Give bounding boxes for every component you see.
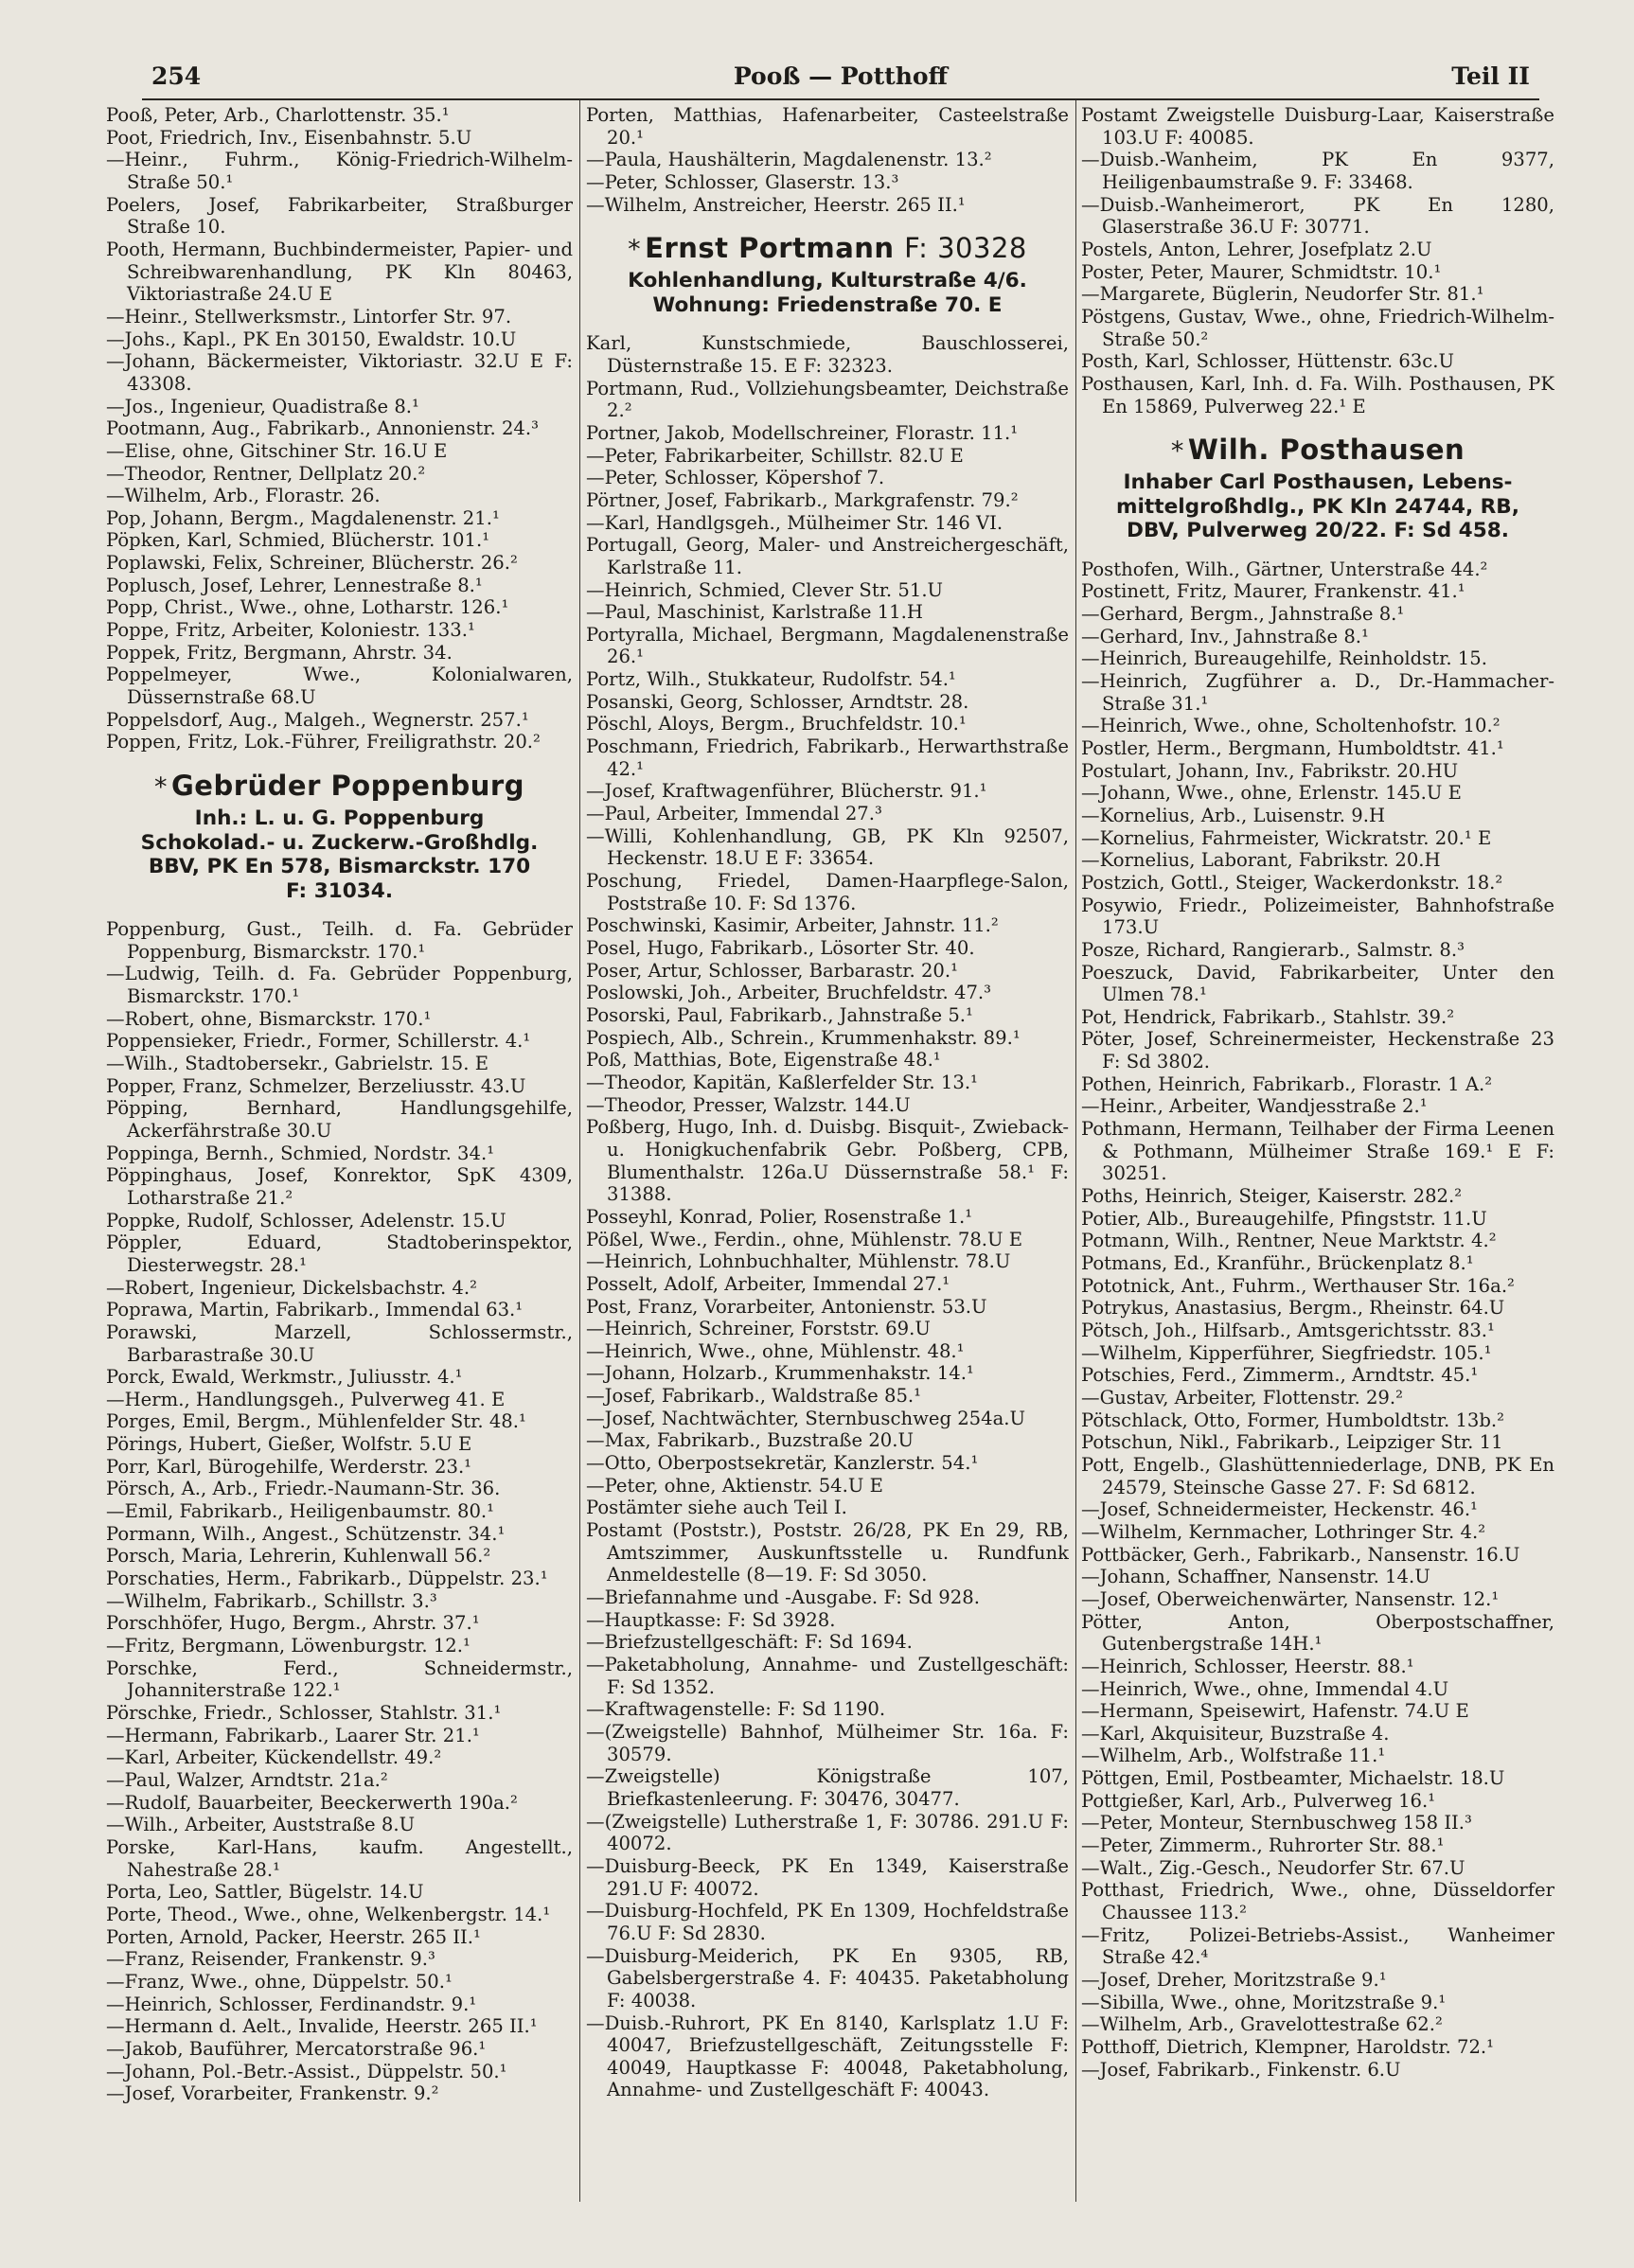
directory-entry: —Kornelius, Laborant, Fabrikstr. 20.H: [1081, 849, 1441, 872]
company-detail-line: Kohlenhandlung, Kulturstraße 4/6.: [628, 269, 1027, 293]
directory-entry: Poppelsdorf, Aug., Malgeh., Wegnerstr. 257.¹: [106, 708, 529, 731]
directory-entry: —Elise, ohne, Gitschiner Str. 16.U E: [106, 439, 448, 462]
directory-entry: —Heinrich, Bureaugehilfe, Reinholdstr. 15.: [1081, 647, 1487, 670]
directory-entry: —Franz, Wwe., ohne, Düppelstr. 50.¹: [106, 1970, 453, 1993]
directory-entry: Pottgießer, Karl, Arb., Pulverweg 16.¹: [1081, 1789, 1436, 1812]
directory-entry: Portner, Jakob, Modellschreiner, Florastr. 11.¹: [586, 421, 1019, 444]
company-advertisement: [1081, 431, 1554, 543]
company-name: Gebrüder Poppenburg: [171, 770, 524, 803]
company-detail-line: F: 31034.: [285, 878, 394, 903]
directory-entry: —Johann, Holzarb., Krummenhakstr. 14.¹: [586, 1362, 974, 1385]
directory-entry: —Heinr., Fuhrm., König-Friedrich-Wilhelm-Straße 50.¹: [106, 149, 573, 193]
directory-entry: —Wilh., Arbeiter, Auststraße 8.U: [106, 1814, 416, 1836]
directory-entry: —Josef, Oberweichenwärter, Nansenstr. 12.¹: [1081, 1587, 1500, 1610]
directory-entry: Poßberg, Hugo, Inh. d. Duisbg. Bisquit-, Zwieback- u. Honigkuchenfabrik Gebr. Poßberg, CPB, Blumenthalstr. 126a.U Düssernstraße 58.¹ F: 31388.: [586, 1116, 1069, 1206]
directory-entry: —Gerhard, Inv., Jahnstraße 8.¹: [1081, 625, 1369, 647]
directory-entry: Pötschlack, Otto, Former, Humboldtstr. 13b.²: [1081, 1409, 1505, 1431]
company-name-line: [106, 767, 573, 806]
directory-entry: Poster, Peter, Maurer, Schmidtstr. 10.¹: [1081, 260, 1442, 283]
directory-entry: Popp, Christ., Wwe., ohne, Lotharstr. 126.¹: [106, 596, 509, 619]
directory-entry: Porta, Leo, Sattler, Bügelstr. 14.U: [106, 1881, 424, 1904]
directory-entry: —Heinrich, Lohnbuchhalter, Mühlenstr. 78.U: [586, 1250, 1011, 1273]
directory-entry: —Theodor, Kapitän, Kaßlerfelder Str. 13.¹: [586, 1071, 978, 1093]
directory-entry: Post, Franz, Vorarbeiter, Antonienstr. 53.U: [586, 1295, 987, 1318]
directory-entry: Poschwinski, Kasimir, Arbeiter, Jahnstr. 11.²: [586, 914, 999, 937]
directory-entry: Poppek, Fritz, Bergmann, Ahrstr. 34.: [106, 641, 453, 664]
directory-entry: —Robert, Ingenieur, Dickelsbachstr. 4.²: [106, 1276, 477, 1299]
directory-entry: Potschun, Nikl., Fabrikarb., Leipziger Str. 11: [1081, 1431, 1503, 1454]
directory-entry: Poeszuck, David, Fabrikarbeiter, Unter den Ulmen 78.¹: [1081, 961, 1554, 1006]
directory-entry: Poppke, Rudolf, Schlosser, Adelenstr. 15.U: [106, 1209, 506, 1231]
directory-entry: —Karl, Handlgsgeh., Mülheimer Str. 146 VI.: [586, 511, 1003, 534]
page-header: [142, 62, 1539, 100]
directory-entry: Pöschl, Aloys, Bergm., Bruchfeldstr. 10.¹: [586, 713, 967, 735]
directory-entry: Pototnick, Ant., Fuhrm., Werthauser Str. 16a.²: [1081, 1274, 1515, 1297]
directory-entry: —Hermann, Speisewirt, Hafenstr. 74.U E: [1081, 1700, 1469, 1723]
directory-entry: Pöttgen, Emil, Postbeamter, Michaelstr. 18.U: [1081, 1767, 1505, 1790]
directory-entry: Pooth, Hermann, Buchbindermeister, Papier- und Schreibwarenhandlung, PK Kln 80463, Viktoriastraße 24.U E: [106, 238, 573, 306]
directory-entry: —Josef, Fabrikarb., Finkenstr. 6.U: [1081, 2058, 1401, 2081]
directory-entry: —Ludwig, Teilh. d. Fa. Gebrüder Poppenburg, Bismarckstr. 170.¹: [106, 963, 573, 1007]
directory-entry: —Wilhelm, Arb., Gravelottestraße 62.²: [1081, 2013, 1443, 2036]
directory-entry: Pöstgens, Gustav, Wwe., ohne, Friedrich-Wilhelm-Straße 50.²: [1081, 305, 1554, 350]
name-range: Pooß — Potthoff: [733, 62, 949, 90]
column-divider: [579, 100, 580, 2202]
column-3: [1081, 104, 1554, 2202]
directory-entry: Pothen, Heinrich, Fabrikarb., Florastr. 1 A.²: [1081, 1072, 1493, 1095]
directory-entry: —(Zweigstelle) Bahnhof, Mülheimer Str. 16a. F: 30579.: [586, 1720, 1069, 1765]
directory-entry: Porges, Emil, Bergm., Mühlenfelder Str. 48.¹: [106, 1410, 526, 1433]
directory-entry: —Heinrich, Wwe., ohne, Scholtenhofstr. 10.²: [1081, 715, 1501, 737]
directory-entry: —Theodor, Rentner, Dellplatz 20.²: [106, 462, 426, 485]
directory-entry: —Peter, Zimmerm., Ruhrorter Str. 88.¹: [1081, 1834, 1445, 1857]
directory-entry: —Franz, Reisender, Frankenstr. 9.³: [106, 1948, 435, 1971]
directory-entry: —Johs., Kapl., PK En 30150, Ewaldstr. 10.U: [106, 328, 517, 350]
directory-entry: Potrykus, Anastasius, Bergm., Rheinstr. 64.U: [1081, 1297, 1505, 1320]
directory-entry: —Briefzustellgeschäft: F: Sd 1694.: [586, 1631, 913, 1654]
directory-entry: —Heinr., Arbeiter, Wandjesstraße 2.¹: [1081, 1095, 1428, 1118]
directory-entry: Postzich, Gottl., Steiger, Wackerdonkstr. 18.²: [1081, 871, 1503, 894]
directory-entry: —Paketabholung, Annahme- und Zustellgeschäft: F: Sd 1352.: [586, 1654, 1069, 1698]
directory-entry: Poplusch, Josef, Lehrer, Lennestraße 8.¹: [106, 574, 483, 596]
directory-entry: —Fritz, Bergmann, Löwenburgstr. 12.¹: [106, 1635, 471, 1657]
directory-entry: —Duisb.-Wanheimerort, PK En 1280, Glaserstraße 36.U F: 30771.: [1081, 193, 1554, 239]
directory-entry: Potthoff, Dietrich, Klempner, Haroldstr. 72.¹: [1081, 2036, 1495, 2058]
directory-entry: Posseyhl, Konrad, Polier, Rosenstraße 1.¹: [586, 1205, 973, 1228]
directory-entry: Pöppler, Eduard, Stadtoberinspektor, Diesterwegstr. 28.¹: [106, 1231, 573, 1276]
directory-entry: —Hauptkasse: F: Sd 3928.: [586, 1608, 836, 1631]
directory-entry: Portmann, Rud., Vollziehungsbeamter, Deichstraße 2.²: [586, 377, 1069, 422]
directory-entry: Poppenburg, Gust., Teilh. d. Fa. Gebrüder Poppenburg, Bismarckstr. 170.¹: [106, 918, 573, 963]
directory-entry: —Wilhelm, Arb., Florastr. 26.: [106, 485, 381, 507]
directory-entry: —Duisb.-Ruhrort, PK En 8140, Karlsplatz 1.U F: 40047, Briefzustellgeschäft, Zeitungsstelle F: 40049, Hauptkasse F: 40048, Paketabholung, Annahme- und Zustellgeschäft F: 40043.: [586, 2011, 1069, 2101]
directory-entry: —Peter, Schlosser, Köpershof 7.: [586, 467, 885, 489]
directory-entry: Pöppinghaus, Josef, Konrektor, SpK 4309, Lotharstraße 21.²: [106, 1164, 573, 1209]
directory-entry: Postämter siehe auch Teil I.: [586, 1497, 847, 1519]
directory-entry: —Wilhelm, Kernmacher, Lothringer Str. 4.²: [1081, 1520, 1486, 1543]
directory-entry: Pöpken, Karl, Schmied, Blücherstr. 101.¹: [106, 529, 490, 552]
directory-entry: Pooß, Peter, Arb., Charlottenstr. 35.¹: [106, 104, 450, 126]
directory-entry: Poelers, Josef, Fabrikarbeiter, Straßburger Straße 10.: [106, 193, 573, 239]
directory-entry: Porten, Arnold, Packer, Heerstr. 265 II.¹: [106, 1925, 481, 1948]
directory-entry: Pothmann, Hermann, Teilhaber der Firma Leenen & Pothmann, Mülheimer Straße 169.¹ E F: 30251.: [1081, 1118, 1554, 1185]
directory-entry: —Heinrich, Schlosser, Ferdinandstr. 9.¹: [106, 1993, 477, 2015]
directory-entry: Posanski, Georg, Schlosser, Arndtstr. 28.: [586, 690, 969, 713]
directory-entry: Portugall, Georg, Maler- und Anstreichergeschäft, Karlstraße 11.: [586, 534, 1069, 578]
directory-entry: —Jakob, Bauführer, Mercatorstraße 96.¹: [106, 2037, 487, 2060]
directory-entry: Posth, Karl, Schlosser, Hüttenstr. 63c.U: [1081, 350, 1454, 373]
directory-entry: —Robert, ohne, Bismarckstr. 170.¹: [106, 1007, 432, 1030]
directory-entry: Porschke, Ferd., Schneidermstr., Johanniterstraße 122.¹: [106, 1657, 573, 1702]
directory-entry: —Willi, Kohlenhandlung, GB, PK Kln 92507, Heckenstr. 18.U E F: 33654.: [586, 824, 1069, 870]
column-2: [586, 104, 1069, 2202]
directory-entry: —Max, Fabrikarb., Buzstraße 20.U: [586, 1429, 915, 1452]
column-divider: [1075, 100, 1076, 2202]
directory-entry: —Rudolf, Bauarbeiter, Beeckerwerth 190a.²: [106, 1791, 518, 1814]
directory-entry: —Herm., Handlungsgeh., Pulverweg 41. E: [106, 1388, 506, 1410]
directory-entry: —Josef, Dreher, Moritzstraße 9.¹: [1081, 1969, 1387, 1992]
directory-entry: —Walt., Zig.-Gesch., Neudorfer Str. 67.U: [1081, 1856, 1465, 1879]
directory-entry: —Heinrich, Zugführer a. D., Dr.-Hammacher-Straße 31.¹: [1081, 669, 1554, 715]
directory-entry: Postamt Zweigstelle Duisburg-Laar, Kaiserstraße 103.U F: 40085.: [1081, 104, 1554, 149]
directory-entry: Postulart, Johann, Inv., Fabrikstr. 20.HU: [1081, 759, 1459, 782]
directory-entry: Poslowski, Joh., Arbeiter, Bruchfeldstr. 47.³: [586, 982, 991, 1004]
directory-entry: Pörtner, Josef, Fabrikarb., Markgrafenstr. 79.²: [586, 488, 1019, 511]
directory-entry: Pörsch, A., Arb., Friedr.-Naumann-Str. 36.: [106, 1478, 501, 1500]
directory-entry: Posorski, Paul, Fabrikarb., Jahnstraße 5.¹: [586, 1003, 973, 1026]
directory-entry: Poot, Friedrich, Inv., Eisenbahnstr. 5.U: [106, 126, 472, 149]
directory-entry: —Heinrich, Schlosser, Heerstr. 88.¹: [1081, 1655, 1414, 1677]
directory-entry: Posselt, Adolf, Arbeiter, Immendal 27.¹: [586, 1272, 950, 1295]
directory-entry: Poppinga, Bernh., Schmied, Nordstr. 34.¹: [106, 1142, 495, 1164]
directory-entry: —Paul, Arbeiter, Immendal 27.³: [586, 803, 882, 825]
directory-entry: Pot, Hendrick, Fabrikarb., Stahlstr. 39.²: [1081, 1005, 1455, 1028]
directory-entry: —Peter, ohne, Aktienstr. 54.U E: [586, 1474, 883, 1497]
directory-entry: Pospiech, Alb., Schrein., Krummenhakstr. 89.¹: [586, 1026, 1021, 1049]
directory-entry: —Paul, Maschinist, Karlstraße 11.H: [586, 601, 923, 624]
directory-entry: —Johann, Pol.-Betr.-Assist., Düppelstr. 50.¹: [106, 2060, 507, 2082]
asterisk-mark: *: [1170, 436, 1184, 467]
directory-entry: Pötsch, Joh., Hilfsarb., Amtsgerichtsstr. 83.¹: [1081, 1320, 1495, 1341]
directory-entry: —Zweigstelle) Königstraße 107, Briefkastenleerung. F: 30476, 30477.: [586, 1765, 1069, 1810]
page-number: 254: [151, 62, 202, 90]
directory-entry: —Heinrich, Wwe., ohne, Immendal 4.U: [1081, 1677, 1449, 1700]
directory-part: Teil II: [1451, 62, 1530, 90]
directory-entry: —Jos., Ingenieur, Quadistraße 8.¹: [106, 395, 419, 417]
directory-entry: Porschaties, Herm., Fabrikarb., Düppelstr. 23.¹: [106, 1568, 548, 1590]
directory-entry: —Heinrich, Wwe., ohne, Mühlenstr. 48.¹: [586, 1339, 965, 1362]
directory-entry: Popper, Franz, Schmelzer, Berzeliusstr. 43.U: [106, 1074, 526, 1097]
directory-entry: Porr, Karl, Bürogehilfe, Werderstr. 23.¹: [106, 1455, 472, 1478]
directory-entry: Porschhöfer, Hugo, Bergm., Ahrstr. 37.¹: [106, 1612, 480, 1635]
directory-entry: Posthofen, Wilh., Gärtner, Unterstraße 44.²: [1081, 558, 1488, 580]
directory-entry: Poplawski, Felix, Schreiner, Blücherstr. 26.²: [106, 552, 518, 575]
directory-entry: —Gerhard, Bergm., Jahnstraße 8.¹: [1081, 603, 1405, 625]
company-detail-line: DBV, Pulverweg 20/22. F: Sd 458.: [1127, 519, 1509, 543]
directory-entry: Pößel, Wwe., Ferdin., ohne, Mühlenstr. 78.U E: [586, 1228, 1023, 1250]
directory-entry: Postinett, Fritz, Maurer, Frankenstr. 41.¹: [1081, 580, 1465, 603]
directory-entry: —Theodor, Presser, Walzstr. 144.U: [586, 1093, 911, 1116]
company-name: Ernst Portmann: [645, 232, 895, 265]
directory-entry: Poppelmeyer, Wwe., Kolonialwaren, Düssernstraße 68.U: [106, 664, 573, 709]
directory-entry: —Wilhelm, Kipperführer, Siegfriedstr. 105.¹: [1081, 1341, 1492, 1364]
company-detail-line: Inhaber Carl Posthausen, Lebens-: [1123, 470, 1513, 495]
asterisk-mark: *: [628, 235, 642, 265]
directory-entry: Potier, Alb., Bureaugehilfe, Pfingststr. 11.U: [1081, 1207, 1487, 1230]
directory-entry: Posze, Richard, Rangierarb., Salmstr. 8.³: [1081, 938, 1465, 961]
directory-entry: —Josef, Schneidermeister, Heckenstr. 46.¹: [1081, 1498, 1478, 1521]
directory-entry: —Sibilla, Wwe., ohne, Moritzstraße 9.¹: [1081, 1991, 1447, 2013]
directory-entry: Porte, Theod., Wwe., ohne, Welkenbergstr. 14.¹: [106, 1903, 551, 1925]
directory-entry: Poser, Artur, Schlosser, Barbarastr. 20.¹: [586, 959, 958, 982]
directory-entry: Postler, Herm., Bergmann, Humboldtstr. 41.¹: [1081, 736, 1504, 759]
company-detail-line: Wohnung: Friedenstraße 70. E: [652, 292, 1003, 317]
directory-entry: —Duisburg-Beeck, PK En 1349, Kaiserstraße 291.U F: 40072.: [586, 1854, 1069, 1900]
directory-entry: Pöter, Josef, Schreinermeister, Heckenstraße 23 F: Sd 3802.: [1081, 1028, 1554, 1073]
directory-entry: Poppe, Fritz, Arbeiter, Koloniestr. 133.¹: [106, 619, 475, 642]
directory-entry: —Duisb.-Wanheim, PK En 9377, Heiligenbaumstraße 9. F: 33468.: [1081, 149, 1554, 193]
directory-entry: —Josef, Vorarbeiter, Frankenstr. 9.²: [106, 2082, 439, 2105]
directory-entry: —Josef, Nachtwächter, Sternbuschweg 254a.U: [586, 1407, 1026, 1429]
company-name: Wilh. Posthausen: [1187, 434, 1465, 467]
directory-entry: Porsch, Maria, Lehrerin, Kuhlenwall 56.²: [106, 1545, 491, 1568]
directory-entry: —Heinrich, Schmied, Clever Str. 51.U: [586, 578, 944, 601]
directory-entry: Porten, Matthias, Hafenarbeiter, Casteelstraße 20.¹: [586, 104, 1069, 149]
directory-entry: Poß, Matthias, Bote, Eigenstraße 48.¹: [586, 1049, 941, 1072]
directory-entry: Poppensieker, Friedr., Former, Schillerstr. 4.¹: [106, 1030, 531, 1053]
directory-entry: —Josef, Kraftwagenführer, Blücherstr. 91.¹: [586, 780, 987, 803]
directory-entry: Pop, Johann, Bergm., Magdalenenstr. 21.¹: [106, 506, 500, 529]
directory-entry: —Otto, Oberpostsekretär, Kanzlerstr. 54.¹: [586, 1452, 979, 1475]
company-detail-line: BBV, PK En 578, Bismarckstr. 170: [148, 855, 531, 879]
directory-entry: —Johann, Wwe., ohne, Erlenstr. 145.U E: [1081, 782, 1462, 805]
directory-entry: Pootmann, Aug., Fabrikarb., Annonienstr. 24.³: [106, 417, 539, 440]
directory-entry: —Hermann, Fabrikarb., Laarer Str. 21.¹: [106, 1724, 480, 1746]
directory-entry: —Wilhelm, Arb., Wolfstraße 11.¹: [1081, 1745, 1386, 1767]
directory-entry: Karl, Kunstschmiede, Bauschlosserei, Düsternstraße 15. E F: 32323.: [586, 332, 1069, 377]
directory-entry: —Hermann d. Aelt., Invalide, Heerstr. 265 II.¹: [106, 2015, 538, 2038]
directory-entry: —Wilhelm, Anstreicher, Heerstr. 265 II.¹: [586, 193, 966, 216]
directory-entry: —Duisburg-Hochfeld, PK En 1309, Hochfeldstraße 76.U F: Sd 2830.: [586, 1900, 1069, 1944]
directory-entry: —Margarete, Büglerin, Neudorfer Str. 81.¹: [1081, 283, 1484, 306]
directory-entry: —Emil, Fabrikarb., Heiligenbaumstr. 80.¹: [106, 1500, 495, 1523]
directory-entry: —Heinr., Stellwerksmstr., Lintorfer Str. 97.: [106, 305, 512, 328]
directory-entry: Potmans, Ed., Kranführ., Brückenplatz 8.¹: [1081, 1252, 1474, 1275]
directory-entry: Pott, Engelb., Glashüttenniederlage, DNB, PK En 24579, Steinsche Gasse 27. F: Sd 6812.: [1081, 1453, 1554, 1498]
company-detail-line: Schokolad.- u. Zuckerw.-Großhdlg.: [140, 830, 539, 855]
directory-entry: Poschung, Friedel, Damen-Haarpflege-Salon, Poststraße 10. F: Sd 1376.: [586, 870, 1069, 914]
directory-entry: Potmann, Wilh., Rentner, Neue Marktstr. 4.²: [1081, 1230, 1497, 1252]
directory-entry: Posel, Hugo, Fabrikarb., Lösorter Str. 40.: [586, 937, 975, 959]
directory-entry: Posywio, Friedr., Polizeimeister, Bahnhofstraße 173.U: [1081, 894, 1554, 939]
directory-entry: —Gustav, Arbeiter, Flottenstr. 29.²: [1081, 1386, 1403, 1409]
directory-entry: —Karl, Akquisiteur, Buzstraße 4.: [1081, 1722, 1390, 1745]
company-phone: F: 30328: [904, 232, 1027, 265]
directory-entry: —Heinrich, Schreiner, Forststr. 69.U: [586, 1318, 931, 1340]
directory-entry: —Kornelius, Arb., Luisenstr. 9.H: [1081, 804, 1386, 826]
company-advertisement: [586, 229, 1069, 317]
directory-entry: Pöpping, Bernhard, Handlungsgehilfe, Ackerfährstraße 30.U: [106, 1097, 573, 1142]
column-1: [106, 104, 573, 2202]
company-advertisement: [106, 767, 573, 903]
directory-entry: —Duisburg-Meiderich, PK En 9305, RB, Gabelsbergerstraße 4. F: 40435. Paketabholung F: 40038.: [586, 1944, 1069, 2011]
directory-entry: —Wilh., Stadtobersekr., Gabrielstr. 15. E: [106, 1052, 489, 1074]
directory-entry: Postamt (Poststr.), Poststr. 26/28, PK En 29, RB, Amtszimmer, Auskunftsstelle u. Rundfunk Anmeldestelle (8—19. F: Sd 3050.: [586, 1519, 1069, 1586]
directory-entry: —Fritz, Polizei-Betriebs-Assist., Wanheimer Straße 42.⁴: [1081, 1923, 1554, 1969]
company-detail-line: mittelgroßhdlg., PK Kln 24744, RB,: [1116, 494, 1519, 519]
directory-entry: —(Zweigstelle) Lutherstraße 1, F: 30786. 291.U F: 40072.: [586, 1810, 1069, 1855]
directory-entry: Porck, Ewald, Werkmstr., Juliusstr. 4.¹: [106, 1366, 463, 1389]
directory-entry: —Paula, Haushälterin, Magdalenenstr. 13.²: [586, 149, 992, 171]
directory-entry: Portz, Wilh., Stukkateur, Rudolfstr. 54.¹: [586, 668, 956, 691]
directory-entry: Postels, Anton, Lehrer, Josefplatz 2.U: [1081, 238, 1432, 260]
directory-entry: Poths, Heinrich, Steiger, Kaiserstr. 282.²: [1081, 1185, 1463, 1208]
company-name-line: [1081, 431, 1554, 470]
directory-entry: Potschies, Ferd., Zimmerm., Arndtstr. 45.¹: [1081, 1364, 1479, 1387]
directory-entry: —Josef, Fabrikarb., Waldstraße 85.¹: [586, 1385, 922, 1408]
company-detail-line: Inh.: L. u. G. Poppenburg: [194, 806, 485, 831]
directory-entry: Pörings, Hubert, Gießer, Wolfstr. 5.U E: [106, 1433, 472, 1456]
directory-entry: —Kornelius, Fahrmeister, Wickratstr. 20.¹ E: [1081, 826, 1492, 849]
directory-entry: Poprawa, Martin, Fabrikarb., Immendal 63.¹: [106, 1299, 524, 1321]
directory-entry: —Peter, Monteur, Sternbuschweg 158 II.³: [1081, 1812, 1472, 1834]
directory-entry: Pötter, Anton, Oberpostschaffner, Gutenbergstraße 14H.¹: [1081, 1610, 1554, 1656]
directory-entry: —Briefannahme und -Ausgabe. F: Sd 928.: [586, 1586, 980, 1609]
directory-entry: Potthast, Friedrich, Wwe., ohne, Düsseldorfer Chaussee 113.²: [1081, 1879, 1554, 1924]
directory-entry: Porske, Karl-Hans, kaufm. Angestellt., Nahestraße 28.¹: [106, 1835, 573, 1881]
directory-entry: —Johann, Bäckermeister, Viktoriastr. 32.U E F: 43308.: [106, 350, 573, 395]
directory-entry: Porawski, Marzell, Schlossermstr., Barbarastraße 30.U: [106, 1320, 573, 1366]
directory-entry: Pottbäcker, Gerh., Fabrikarb., Nansenstr. 16.U: [1081, 1543, 1520, 1566]
header-rule: [142, 98, 1539, 100]
directory-entry: —Karl, Arbeiter, Kückendellstr. 49.²: [106, 1746, 442, 1769]
directory-entry: Poschmann, Friedrich, Fabrikarb., Herwarthstraße 42.¹: [586, 735, 1069, 780]
directory-entry: —Paul, Walzer, Arndtstr. 21a.²: [106, 1768, 388, 1791]
directory-entry: —Peter, Schlosser, Glaserstr. 13.³: [586, 170, 899, 193]
directory-entry: —Wilhelm, Fabrikarb., Schillstr. 3.³: [106, 1589, 437, 1612]
directory-entry: Portyralla, Michael, Bergmann, Magdalenenstraße 26.¹: [586, 623, 1069, 668]
directory-entry: —Kraftwagenstelle: F: Sd 1190.: [586, 1698, 886, 1721]
directory-entry: Posthausen, Karl, Inh. d. Fa. Wilh. Posthausen, PK En 15869, Pulverweg 22.¹ E: [1081, 372, 1554, 417]
directory-entry: Poppen, Fritz, Lok.-Führer, Freiligrathstr. 20.²: [106, 731, 541, 753]
directory-entry: —Johann, Schaffner, Nansenstr. 14.U: [1081, 1566, 1430, 1588]
company-name-line: [586, 229, 1069, 269]
asterisk-mark: *: [154, 772, 168, 803]
directory-entry: —Peter, Fabrikarbeiter, Schillstr. 82.U E: [586, 444, 964, 467]
directory-entry: Pormann, Wilh., Angest., Schützenstr. 34.¹: [106, 1522, 506, 1545]
directory-entry: Pörschke, Friedr., Schlosser, Stahlstr. 31.¹: [106, 1702, 502, 1724]
